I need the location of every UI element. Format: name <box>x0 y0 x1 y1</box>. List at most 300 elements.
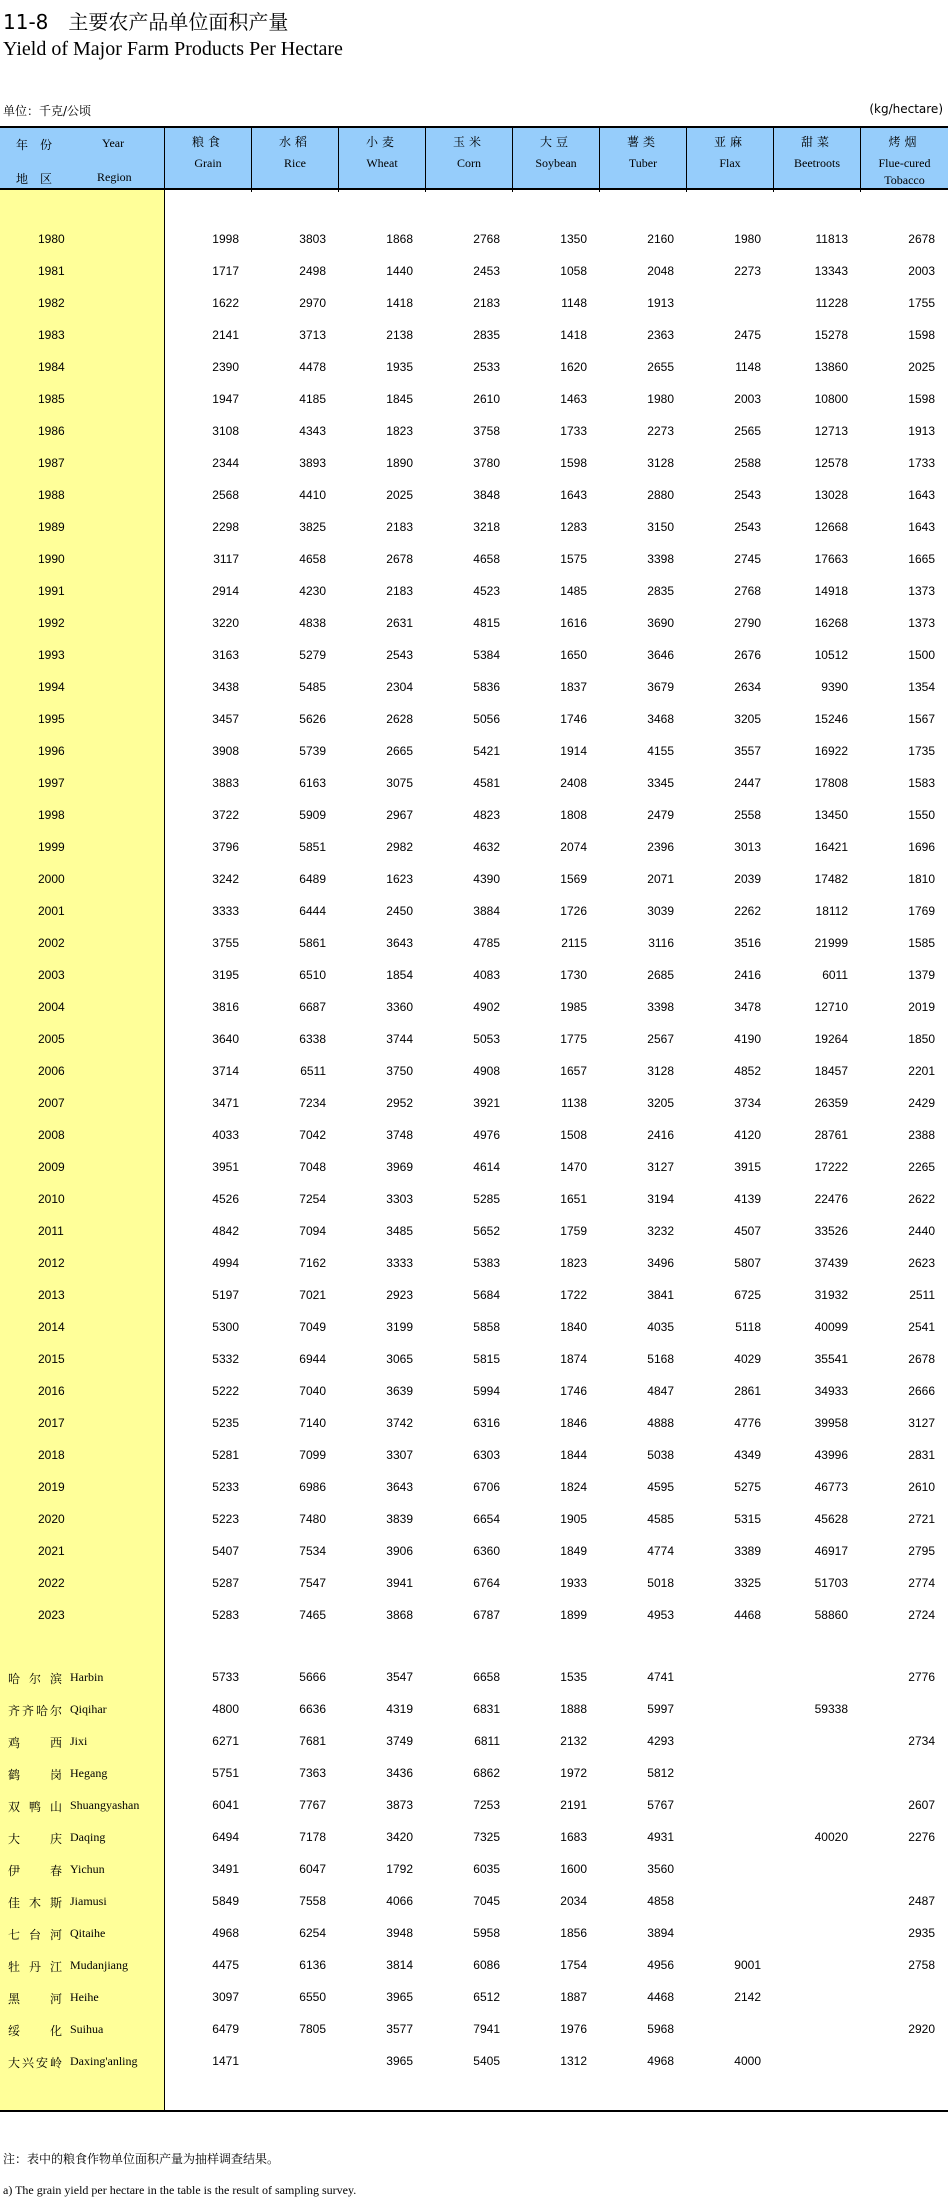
table-cell: 2607 <box>908 1798 935 1812</box>
table-cell: 3478 <box>734 1000 761 1014</box>
table-cell: 3873 <box>386 1798 413 1812</box>
table-cell: 3841 <box>647 1288 674 1302</box>
table-header <box>0 126 948 190</box>
table-cell: 7021 <box>299 1288 326 1302</box>
table-cell: 4185 <box>299 392 326 406</box>
table-cell: 7045 <box>473 1894 500 1908</box>
table-cell: 1914 <box>560 744 587 758</box>
table-cell: 1759 <box>560 1224 587 1238</box>
table-cell: 2676 <box>734 648 761 662</box>
region-name-en: Harbin <box>70 1670 104 1684</box>
table-cell: 1810 <box>908 872 935 886</box>
table-cell: 6041 <box>212 1798 239 1812</box>
table-cell: 1846 <box>560 1416 587 1430</box>
table-cell: 3218 <box>473 520 500 534</box>
table-cell: 1717 <box>212 264 239 278</box>
column-header <box>426 128 513 192</box>
table-cell: 2678 <box>908 232 935 246</box>
table-cell: 5405 <box>473 2054 500 2068</box>
table-cell: 2048 <box>647 264 674 278</box>
table-cell: 5858 <box>473 1320 500 1334</box>
table-cell: 3906 <box>386 1544 413 1558</box>
year-label: 1989 <box>38 520 65 534</box>
column-header-cn: 烤烟 <box>888 135 921 149</box>
table-row <box>0 640 948 672</box>
table-cell: 1683 <box>560 1830 587 1844</box>
table-cell: 3333 <box>212 904 239 918</box>
table-cell: 9390 <box>821 680 848 694</box>
year-label: 2001 <box>38 904 65 918</box>
table-cell: 1733 <box>560 424 587 438</box>
region-name-en: Qitaihe <box>70 1926 106 1940</box>
table-cell: 1535 <box>560 1670 587 1684</box>
table-cell: 3941 <box>386 1576 413 1590</box>
table-cell: 2610 <box>908 1480 935 1494</box>
table-cell: 5118 <box>735 1320 761 1334</box>
table-cell: 12668 <box>814 520 848 534</box>
table-row <box>0 960 948 992</box>
table-cell: 2183 <box>386 520 413 534</box>
table-cell: 3065 <box>386 1352 413 1366</box>
table-cell: 4632 <box>473 840 500 854</box>
table-cell: 7480 <box>299 1512 326 1526</box>
table-cell: 2790 <box>734 616 761 630</box>
table-row <box>0 1950 948 1982</box>
table-cell: 1350 <box>560 232 587 246</box>
table-cell: 7767 <box>299 1798 326 1812</box>
table-cell: 2776 <box>908 1670 935 1684</box>
table-cell: 5739 <box>299 744 326 758</box>
table-cell: 1850 <box>908 1032 935 1046</box>
table-cell: 2440 <box>908 1224 935 1238</box>
table-row <box>0 832 948 864</box>
year-region-header <box>0 128 165 192</box>
table-cell: 5235 <box>212 1416 239 1430</box>
column-header-en: Beetroots <box>794 156 840 170</box>
year-label: 1997 <box>38 776 65 790</box>
table-cell: 4785 <box>473 936 500 950</box>
column-header-cn: 小麦 <box>365 135 398 149</box>
table-cell: 6360 <box>473 1544 500 1558</box>
table-row <box>0 288 948 320</box>
table-cell: 3722 <box>212 808 239 822</box>
table-cell: 3965 <box>386 2054 413 2068</box>
table-cell: 2475 <box>734 328 761 342</box>
table-cell: 1887 <box>560 1990 587 2004</box>
table-cell: 4000 <box>734 2054 761 2068</box>
table-cell: 1651 <box>560 1192 587 1206</box>
table-row <box>0 1536 948 1568</box>
table-cell: 7048 <box>299 1160 326 1174</box>
table-cell: 4976 <box>473 1128 500 1142</box>
table-cell: 4468 <box>734 1608 761 1622</box>
table-cell: 1874 <box>560 1352 587 1366</box>
table-cell: 1650 <box>560 648 587 662</box>
table-cell: 1844 <box>560 1448 587 1462</box>
table-cell: 2880 <box>647 488 674 502</box>
year-label: 1985 <box>38 392 65 406</box>
table-cell: 3643 <box>386 1480 413 1494</box>
region-name-cn: 哈尔滨 <box>8 1672 62 1686</box>
table-cell: 17222 <box>814 1160 848 1174</box>
table-cell: 4475 <box>212 1958 239 1972</box>
table-cell: 4953 <box>647 1608 674 1622</box>
table-row <box>0 672 948 704</box>
table-cell: 3242 <box>212 872 239 886</box>
table-cell: 4800 <box>212 1702 239 1716</box>
region-name-cn: 大庆 <box>8 1832 62 1846</box>
table-cell: 33526 <box>814 1224 848 1238</box>
table-cell: 7099 <box>299 1448 326 1462</box>
table-cell: 10512 <box>814 648 848 662</box>
table-cell: 3097 <box>212 1990 239 2004</box>
table-cell: 4066 <box>386 1894 413 1908</box>
table-cell: 5038 <box>647 1448 674 1462</box>
table-cell: 5836 <box>473 680 500 694</box>
table-row <box>0 1472 948 1504</box>
table-row <box>0 1568 948 1600</box>
table-cell: 3734 <box>734 1096 761 1110</box>
region-name-cn: 七台河 <box>8 1928 62 1942</box>
table-cell: 1775 <box>560 1032 587 1046</box>
table-row <box>0 608 948 640</box>
table-cell: 5332 <box>212 1352 239 1366</box>
year-label: 2002 <box>38 936 65 950</box>
table-cell: 5626 <box>299 712 326 726</box>
table-cell: 3127 <box>908 1416 935 1430</box>
table-cell: 3714 <box>212 1064 239 1078</box>
table-cell: 2835 <box>647 584 674 598</box>
year-label: 1983 <box>38 328 65 342</box>
footnote-cn: 注：表中的粮食作物单位面积产量为抽样调查结果。 <box>3 2152 280 2166</box>
table-cell: 1598 <box>908 392 935 406</box>
table-cell: 6787 <box>473 1608 500 1622</box>
table-cell: 14918 <box>814 584 848 598</box>
table-cell: 1583 <box>908 776 935 790</box>
table-cell: 2665 <box>386 744 413 758</box>
table-cell: 5767 <box>647 1798 674 1812</box>
table-cell: 2453 <box>473 264 500 278</box>
table-cell: 1905 <box>560 1512 587 1526</box>
table-cell: 2634 <box>734 680 761 694</box>
region-name-cn: 绥化 <box>8 2024 62 2038</box>
table-cell: 16421 <box>814 840 848 854</box>
table-cell: 3127 <box>647 1160 674 1174</box>
year-label: 1984 <box>38 360 65 374</box>
table-cell: 3389 <box>734 1544 761 1558</box>
table-cell: 2262 <box>734 904 761 918</box>
table-cell: 3199 <box>386 1320 413 1334</box>
table-cell: 2034 <box>560 1894 587 1908</box>
table-cell: 3816 <box>212 1000 239 1014</box>
table-cell: 1148 <box>561 296 587 310</box>
table-cell: 1598 <box>908 328 935 342</box>
table-cell: 1148 <box>735 360 761 374</box>
region-name-cn: 大兴安岭 <box>8 2056 62 2070</box>
table-cell: 2416 <box>647 1128 674 1142</box>
table-cell: 2498 <box>299 264 326 278</box>
table-row <box>0 544 948 576</box>
table-cell: 6811 <box>474 1734 500 1748</box>
table-cell: 3457 <box>212 712 239 726</box>
table-cell: 1567 <box>908 712 935 726</box>
table-cell: 4902 <box>473 1000 500 1014</box>
table-cell: 18112 <box>815 904 848 918</box>
table-cell: 2678 <box>908 1352 935 1366</box>
region-name-cn: 齐齐哈尔 <box>8 1704 62 1718</box>
table-cell: 3516 <box>734 936 761 950</box>
table-cell: 7681 <box>299 1734 326 1748</box>
table-cell: 2141 <box>212 328 239 342</box>
table-cell: 13450 <box>814 808 848 822</box>
table-cell: 3560 <box>647 1862 674 1876</box>
table-cell: 4776 <box>734 1416 761 1430</box>
year-label: 2000 <box>38 872 65 886</box>
table-cell: 2795 <box>908 1544 935 1558</box>
table-cell: 1616 <box>560 616 587 630</box>
table-cell: 1283 <box>560 520 587 534</box>
table-cell: 4319 <box>386 1702 413 1716</box>
table-cell: 3496 <box>647 1256 674 1270</box>
table-cell: 2019 <box>908 1000 935 1014</box>
table-cell: 4658 <box>299 552 326 566</box>
table-cell: 18457 <box>814 1064 848 1078</box>
table-row <box>0 416 948 448</box>
table-cell: 3205 <box>734 712 761 726</box>
table-cell: 1868 <box>386 232 413 246</box>
table-cell: 1373 <box>908 584 935 598</box>
table-cell: 3557 <box>734 744 761 758</box>
table-cell: 3748 <box>386 1128 413 1142</box>
table-cell: 2543 <box>734 488 761 502</box>
table-row <box>0 1280 948 1312</box>
region-name-en: Shuangyashan <box>70 1798 140 1812</box>
table-cell: 1913 <box>647 296 674 310</box>
table-cell: 5222 <box>212 1384 239 1398</box>
header-region-cn: 地 区 <box>16 172 53 186</box>
table-cell: 3205 <box>647 1096 674 1110</box>
table-cell: 13860 <box>814 360 848 374</box>
table-row <box>0 448 948 480</box>
table-row <box>0 1694 948 1726</box>
table-cell: 2298 <box>212 520 239 534</box>
table-cell: 3468 <box>647 712 674 726</box>
table-cell: 3128 <box>647 1064 674 1078</box>
table-cell: 4838 <box>299 616 326 630</box>
table-cell: 26359 <box>814 1096 848 1110</box>
table-cell: 2138 <box>386 328 413 342</box>
table-cell: 6254 <box>299 1926 326 1940</box>
table-cell: 1470 <box>560 1160 587 1174</box>
table-cell: 4908 <box>473 1064 500 1078</box>
table-cell: 1933 <box>560 1576 587 1590</box>
table-cell: 2920 <box>908 2022 935 2036</box>
table-cell: 2628 <box>386 712 413 726</box>
table-cell: 6764 <box>473 1576 500 1590</box>
yield-table <box>0 126 948 2112</box>
table-cell: 6338 <box>299 1032 326 1046</box>
table-cell: 2388 <box>908 1128 935 1142</box>
table-cell: 6636 <box>299 1702 326 1716</box>
table-cell: 1792 <box>386 1862 413 1876</box>
table-cell: 5733 <box>212 1670 239 1684</box>
table-cell: 4994 <box>212 1256 239 1270</box>
table-cell: 34933 <box>814 1384 848 1398</box>
table-cell: 2774 <box>908 1576 935 1590</box>
table-cell: 1373 <box>908 616 935 630</box>
table-cell: 1980 <box>647 392 674 406</box>
table-cell: 3436 <box>386 1766 413 1780</box>
table-cell: 1935 <box>386 360 413 374</box>
table-row <box>0 352 948 384</box>
column-header-cn: 亚麻 <box>713 135 746 149</box>
table-cell: 3803 <box>299 232 326 246</box>
table-cell: 6654 <box>473 1512 500 1526</box>
table-row <box>0 1982 948 2014</box>
table-row <box>0 1088 948 1120</box>
year-label: 1999 <box>38 840 65 854</box>
table-cell: 4842 <box>212 1224 239 1238</box>
table-row <box>0 1918 948 1950</box>
table-cell: 5223 <box>212 1512 239 1526</box>
table-row <box>0 2014 948 2046</box>
table-cell: 5281 <box>212 1448 239 1462</box>
table-cell: 1643 <box>560 488 587 502</box>
table-cell: 3163 <box>212 648 239 662</box>
table-cell: 5168 <box>647 1352 674 1366</box>
table-cell: 3194 <box>647 1192 674 1206</box>
table-cell: 4585 <box>647 1512 674 1526</box>
table-cell: 3758 <box>473 424 500 438</box>
table-cell: 4230 <box>299 584 326 598</box>
table-row <box>0 1376 948 1408</box>
table-cell: 3750 <box>386 1064 413 1078</box>
table-row <box>0 480 948 512</box>
table-cell: 3398 <box>647 1000 674 1014</box>
table-cell: 3117 <box>213 552 239 566</box>
table-cell: 2724 <box>908 1608 935 1622</box>
table-cell: 4478 <box>299 360 326 374</box>
table-cell: 2142 <box>734 1990 761 2004</box>
table-row <box>0 928 948 960</box>
year-label: 2022 <box>38 1576 65 1590</box>
table-cell: 5958 <box>473 1926 500 1940</box>
table-cell: 5861 <box>299 936 326 950</box>
table-cell: 5652 <box>473 1224 500 1238</box>
table-cell: 3303 <box>386 1192 413 1206</box>
column-header <box>339 128 426 192</box>
table-cell: 7162 <box>299 1256 326 1270</box>
table-cell: 2610 <box>473 392 500 406</box>
table-cell: 3485 <box>386 1224 413 1238</box>
table-cell: 7465 <box>299 1608 326 1622</box>
table-cell: 5421 <box>473 744 500 758</box>
table-cell: 51703 <box>814 1576 848 1590</box>
table-cell: 1856 <box>560 1926 587 1940</box>
table-cell: 7049 <box>299 1320 326 1334</box>
table-cell: 3013 <box>734 840 761 854</box>
table-cell: 1312 <box>560 2054 587 2068</box>
table-cell: 5968 <box>647 2022 674 2036</box>
table-row <box>0 2046 948 2078</box>
table-cell: 2479 <box>647 808 674 822</box>
column-header <box>513 128 600 192</box>
year-label: 1982 <box>38 296 65 310</box>
table-cell: 5287 <box>212 1576 239 1590</box>
table-cell: 5315 <box>734 1512 761 1526</box>
table-row <box>0 864 948 896</box>
table-cell: 1769 <box>908 904 935 918</box>
table-cell: 1854 <box>386 968 413 982</box>
table-cell: 4614 <box>473 1160 500 1174</box>
footnote-en: a) The grain yield per hectare in the table is the result of sampling survey. <box>3 2183 357 2197</box>
table-cell: 7140 <box>299 1416 326 1430</box>
table-cell: 2935 <box>908 1926 935 1940</box>
table-cell: 2183 <box>473 296 500 310</box>
column-header <box>600 128 687 192</box>
table-cell: 3640 <box>212 1032 239 1046</box>
table-cell: 5407 <box>212 1544 239 1558</box>
table-cell: 7534 <box>299 1544 326 1558</box>
table-cell: 6444 <box>299 904 326 918</box>
region-name-en: Hegang <box>70 1766 108 1780</box>
table-row <box>0 1408 948 1440</box>
year-label: 2013 <box>38 1288 65 1302</box>
table-cell: 1623 <box>386 872 413 886</box>
table-row <box>0 384 948 416</box>
table-cell: 7558 <box>299 1894 326 1908</box>
table-cell: 2025 <box>386 488 413 502</box>
table-cell: 1500 <box>908 648 935 662</box>
table-cell: 1735 <box>908 744 935 758</box>
table-cell: 2623 <box>908 1256 935 1270</box>
table-cell: 2914 <box>212 584 239 598</box>
table-cell: 3333 <box>386 1256 413 1270</box>
table-row <box>0 896 948 928</box>
year-label: 1998 <box>38 808 65 822</box>
table-cell: 3075 <box>386 776 413 790</box>
table-row <box>0 1152 948 1184</box>
table-cell: 7094 <box>299 1224 326 1238</box>
table-cell: 1823 <box>560 1256 587 1270</box>
table-cell: 46773 <box>814 1480 848 1494</box>
table-cell: 3965 <box>386 1990 413 2004</box>
column-header-cn: 甜菜 <box>800 135 833 149</box>
table-cell: 2543 <box>734 520 761 534</box>
table-cell: 4029 <box>734 1352 761 1366</box>
table-cell: 1550 <box>908 808 935 822</box>
table-cell: 43996 <box>814 1448 848 1462</box>
table-cell: 3948 <box>386 1926 413 1940</box>
table-cell: 3039 <box>647 904 674 918</box>
table-cell: 2678 <box>386 552 413 566</box>
table-cell: 1840 <box>560 1320 587 1334</box>
column-header-en: Soybean <box>535 156 577 170</box>
column-header-en: Wheat <box>366 156 398 170</box>
table-cell: 3547 <box>386 1670 413 1684</box>
year-label: 2014 <box>38 1320 65 1334</box>
table-cell: 4852 <box>734 1064 761 1078</box>
table-cell: 3908 <box>212 744 239 758</box>
table-cell: 1643 <box>908 488 935 502</box>
column-header-en: Tuber <box>628 156 658 170</box>
table-cell: 4120 <box>734 1128 761 1142</box>
column-header <box>861 128 948 192</box>
table-cell: 4956 <box>647 1958 674 1972</box>
table-cell: 45628 <box>814 1512 848 1526</box>
table-cell: 6136 <box>299 1958 326 1972</box>
table-cell: 35541 <box>814 1352 848 1366</box>
